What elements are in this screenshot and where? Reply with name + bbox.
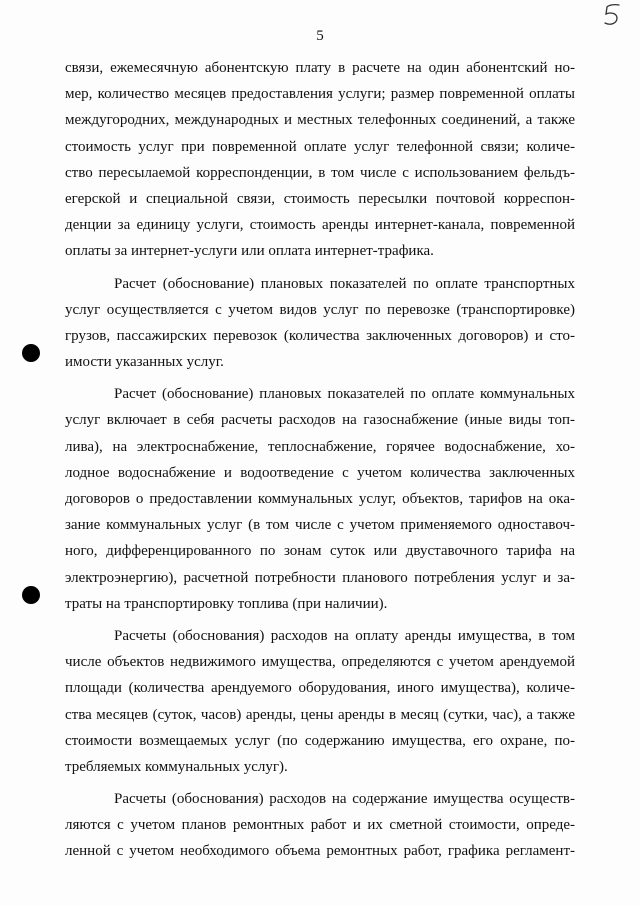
text-line: связи, ежемесячную абонентскую плату в расчете на один абонентский но- [65,60,575,76]
text-line: стоимость услуг при повременной оплате услуг телефонной связи; количе- [65,138,575,155]
text-line: услуг включает в себя расчеты расходов на газоснабжение (иные виды топ- [65,412,575,429]
paragraph [65,271,575,376]
text-line: ного, дифференцированного по зонам суток или двуставочного тарифа на [65,543,575,560]
text-line: ляются с учетом планов ремонтных работ и их сметной стоимости, опреде- [65,817,575,834]
text-line: оплаты за интернет-услуги или оплата интернет-трафика. [65,243,434,260]
text-line: Расчеты (обоснования) расходов на содержание имущества осуществ- [114,791,575,808]
page-number: 5 [316,28,324,44]
text-line: услуг осуществляется с учетом видов услуг по перевозке (транспортировке) [65,301,575,318]
binder-hole [22,586,40,604]
text-line: грузов, пассажирских перевозок (количества заключенных договоров) и сто- [65,327,575,344]
text-line: междугородних, международных и местных телефонных соединений, а также [65,112,575,129]
text-line: числе объектов недвижимого имущества, определяются с учетом арендуемой [65,654,575,671]
binder-hole [22,344,40,362]
paragraph [65,55,575,265]
text-line: зание коммунальных услуг (в том числе с учетом применяемого одноставоч- [65,517,575,534]
document-body [65,55,575,865]
text-line: мер, количество месяцев предоставления услуги; размер повременной оплаты [65,86,575,103]
text-line: электроэнергию), расчетной потребности планового потребления услуг и за- [65,569,575,586]
text-line: денции за единицу услуги, стоимость аренды интернет-канала, повременной [65,217,575,234]
text-line: договоров о предоставлении коммунальных услуг, объектов, тарифов на ока- [65,491,575,507]
paragraph [65,381,575,617]
handwritten-page-mark [600,2,624,28]
text-line: ство пересылаемой корреспонденции, в том числе с использованием фельдъ- [65,164,575,181]
text-line: стоимости возмещаемых услуг (по содержанию имущества, его охране, по- [65,732,575,749]
text-line: ленной с учетом необходимого объема ремонтных работ, графика регламент- [65,843,575,860]
text-line: Расчет (обоснование) плановых показателей по оплате транспортных [114,275,575,292]
text-line: площади (количества арендуемого оборудования, иного имущества), количе- [65,680,575,697]
paragraph [65,623,575,780]
paragraph [65,786,575,865]
text-line: ства месяцев (суток, часов) аренды, цены аренды в месяц (сутки, час), а также [65,706,575,723]
text-line: Расчеты (обоснования) расходов на оплату аренды имущества, в том [114,627,575,644]
text-line: егерской и специальной связи, стоимость пересылки почтовой корреспон- [65,190,575,207]
text-line: траты на транспортировку топлива (при наличии). [65,595,388,612]
text-line: имости указанных услуг. [65,354,224,371]
text-line: лива), на электроснабжение, теплоснабжение, горячее водоснабжение, хо- [65,438,575,455]
text-line: требляемых коммунальных услуг). [65,758,288,775]
text-line: Расчет (обоснование) плановых показателей по оплате коммунальных [114,386,575,403]
text-line: лодное водоснабжение и водоотведение с учетом количества заключенных [65,464,575,481]
